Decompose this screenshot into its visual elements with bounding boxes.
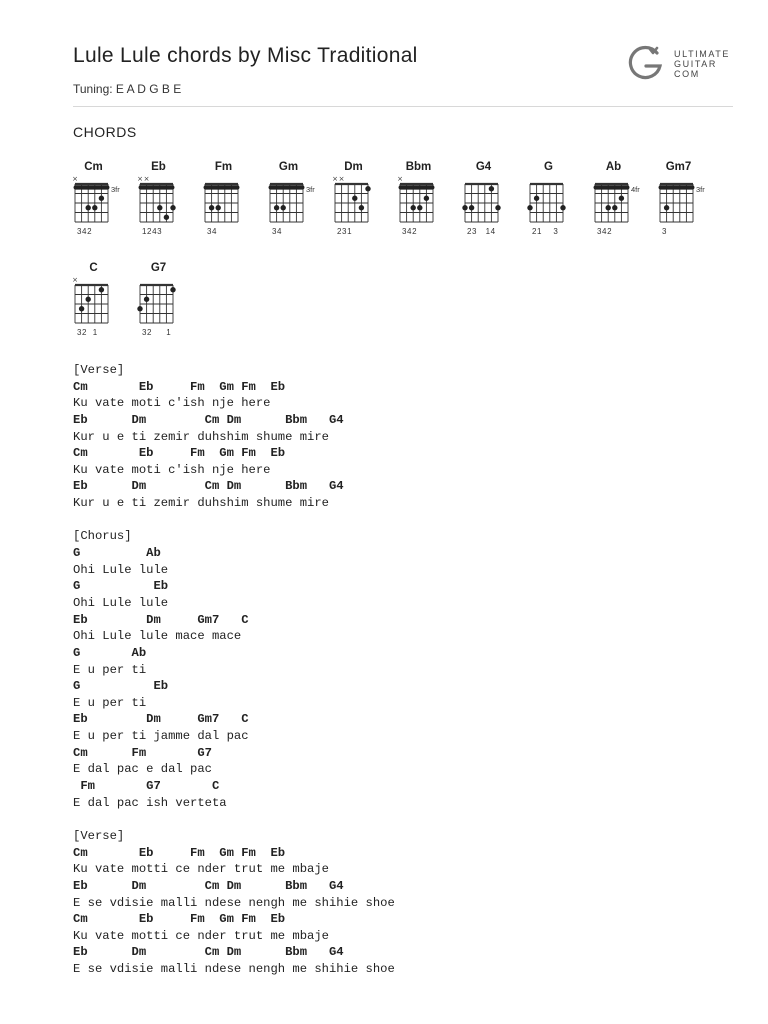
chord-line: G Eb [73, 579, 169, 594]
finger-dot [534, 196, 539, 201]
finger-numbers: 21 3 [532, 227, 559, 236]
chord-line: G Ab [73, 546, 161, 561]
ug-logo-icon [626, 44, 666, 84]
header [73, 44, 733, 96]
finger-dot [619, 196, 624, 201]
lyric-line: [Verse] [73, 363, 125, 377]
blank-line [73, 512, 395, 529]
lyric-line: Ku vate moti c'ish nje here [73, 396, 271, 411]
chord-diagram-gm7 [658, 158, 705, 244]
chord-line: G Ab [73, 645, 147, 660]
finger-dot [359, 205, 364, 210]
chord-name: G7 [150, 262, 167, 274]
finger-dot [86, 205, 91, 210]
finger-numbers: 342 [402, 227, 418, 236]
finger-numbers: 231 [337, 227, 353, 236]
finger-numbers: 1243 [142, 227, 163, 236]
chord-name: Fm [214, 161, 233, 173]
finger-dot [92, 205, 97, 210]
finger-dot [411, 205, 416, 210]
lyric-line: Kur u e ti zemir duhshim shume mire [73, 429, 329, 444]
lyric-line: E se vdisie malli ndese nengh me shihie shoe [73, 962, 395, 977]
chord-diagram-bbm [398, 158, 438, 244]
lyric-line: Ohi Lule lule [73, 595, 169, 610]
chord-diagram-fm [203, 158, 243, 244]
muted-string-marker: × [72, 175, 78, 183]
barre-bar [399, 185, 435, 189]
finger-dot [209, 205, 214, 210]
chord-diagram-c [73, 259, 113, 345]
muted-string-marker: × [137, 175, 143, 183]
lyric-line: Ku vate motti ce nder trut me mbaje [73, 928, 329, 943]
finger-dot [170, 205, 175, 210]
ultimate-guitar-logo[interactable] [626, 44, 730, 84]
lyric-line: Ku vate moti c'ish nje here [73, 462, 271, 477]
chord-line: G Eb [73, 679, 169, 694]
chord-line: Eb Dm Gm7 C [73, 712, 249, 727]
finger-dot [462, 205, 467, 210]
fret-label: 4fr [631, 185, 640, 194]
finger-dot [79, 306, 84, 311]
chord-line: Cm Eb Fm Gm Fm Eb [73, 912, 286, 927]
chord-name: Ab [605, 161, 622, 173]
finger-dot [216, 205, 221, 210]
finger-dot [424, 196, 429, 201]
finger-dot [281, 205, 286, 210]
header-divider [73, 106, 733, 107]
lyric-line: [Chorus] [73, 529, 132, 544]
muted-string-marker: × [338, 175, 345, 183]
chord-diagram-g [528, 158, 568, 244]
barre-bar [74, 185, 110, 189]
chord-line: Fm G7 C [73, 779, 220, 794]
finger-numbers: 34 [272, 227, 283, 236]
chord-name: G [544, 161, 553, 173]
finger-numbers: 34 [207, 227, 218, 236]
finger-numbers: 32 1 [77, 328, 98, 337]
chord-line: Eb Dm Cm Dm Bbm G4 [73, 945, 344, 960]
chord-diagram-cm [72, 158, 120, 244]
lyric-line: Ku vate motti ce nder trut me mbaje [73, 862, 329, 877]
finger-numbers: 342 [77, 227, 93, 236]
lyric-line: E se vdisie malli ndese nengh me shihie shoe [73, 895, 395, 910]
chord-diagram-ab [593, 158, 640, 244]
finger-numbers: 342 [597, 227, 613, 236]
chord-name: Eb [151, 161, 166, 173]
barre-bar [139, 185, 175, 189]
finger-dot [137, 306, 142, 311]
finger-dot [417, 205, 422, 210]
muted-string-marker: × [143, 175, 150, 183]
fret-label: 3fr [306, 185, 315, 194]
finger-dot [164, 215, 169, 220]
barre-bar [204, 185, 240, 189]
finger-dot [157, 205, 162, 210]
muted-string-marker: × [397, 175, 403, 183]
chord-diagram-g7 [138, 259, 178, 345]
finger-dot [560, 205, 565, 210]
lyric-line: E dal pac ish verteta [73, 795, 227, 810]
chord-name: G4 [475, 161, 492, 173]
finger-dot [170, 287, 175, 292]
lyric-line: Ohi Lule lule mace mace [73, 629, 242, 644]
song-sheet [73, 362, 395, 978]
finger-dot [99, 287, 104, 292]
finger-dot [469, 205, 474, 210]
tuning-label: Tuning: E A D G B E [73, 82, 182, 96]
chord-diagram-gm [268, 158, 315, 244]
chord-name: Gm [278, 161, 299, 173]
finger-dot [365, 186, 370, 191]
chord-diagram-g4 [463, 158, 503, 244]
finger-numbers: 32 1 [142, 328, 172, 337]
finger-dot [527, 205, 532, 210]
finger-dot [606, 205, 611, 210]
lyric-line: Ohi Lule lule [73, 562, 169, 577]
lyric-line: Kur u e ti zemir duhshim shume mire [73, 496, 329, 511]
chord-line: Cm Eb Fm Gm Fm Eb [73, 379, 286, 394]
logo-text: ULTIMATE GUITAR COM [674, 49, 730, 79]
chord-name: Cm [84, 161, 103, 173]
finger-dot [99, 196, 104, 201]
barre-bar [659, 185, 695, 189]
chord-line: Cm Eb Fm Gm Fm Eb [73, 845, 286, 860]
chord-line: Cm Eb Fm Gm Fm Eb [73, 446, 286, 461]
muted-string-marker: × [72, 276, 78, 284]
fret-label: 3fr [696, 185, 705, 194]
muted-string-marker: × [332, 175, 338, 183]
finger-dot [144, 297, 149, 302]
lyric-line: E dal pac e dal pac [73, 762, 212, 777]
chords-heading: CHORDS [73, 124, 137, 140]
chord-name: Bbm [405, 161, 432, 173]
chord-line: Eb Dm Cm Dm Bbm G4 [73, 479, 344, 494]
finger-dot [86, 297, 91, 302]
chord-name: Dm [344, 161, 363, 173]
finger-dot [274, 205, 279, 210]
chord-line: Eb Dm Gm7 C [73, 612, 249, 627]
barre-bar [594, 185, 630, 189]
chord-line: Eb Dm Cm Dm Bbm G4 [73, 412, 344, 427]
lyric-line: [Verse] [73, 828, 125, 843]
finger-dot [612, 205, 617, 210]
chord-line: Cm Fm G7 [73, 745, 212, 760]
finger-dot [664, 205, 669, 210]
finger-numbers: 23 14 [467, 227, 496, 236]
finger-numbers: 3 [662, 227, 668, 236]
page-title: Lule Lule chords by Misc Traditional [73, 44, 418, 67]
fret-label: 3fr [111, 185, 120, 194]
chord-name: C [89, 262, 98, 274]
finger-dot [489, 186, 494, 191]
lyric-line: E u per ti jamme dal pac [73, 729, 249, 744]
lyric-line: E u per ti [73, 695, 147, 710]
chord-diagram-eb [138, 158, 178, 244]
chord-name: Gm7 [665, 161, 692, 173]
finger-dot [495, 205, 500, 210]
chord-line: Eb Dm Cm Dm Bbm G4 [73, 878, 344, 893]
finger-dot [352, 196, 357, 201]
chord-diagram-dm [333, 158, 373, 244]
blank-line [73, 811, 395, 828]
barre-bar [269, 185, 305, 189]
lyric-line: E u per ti [73, 662, 147, 677]
